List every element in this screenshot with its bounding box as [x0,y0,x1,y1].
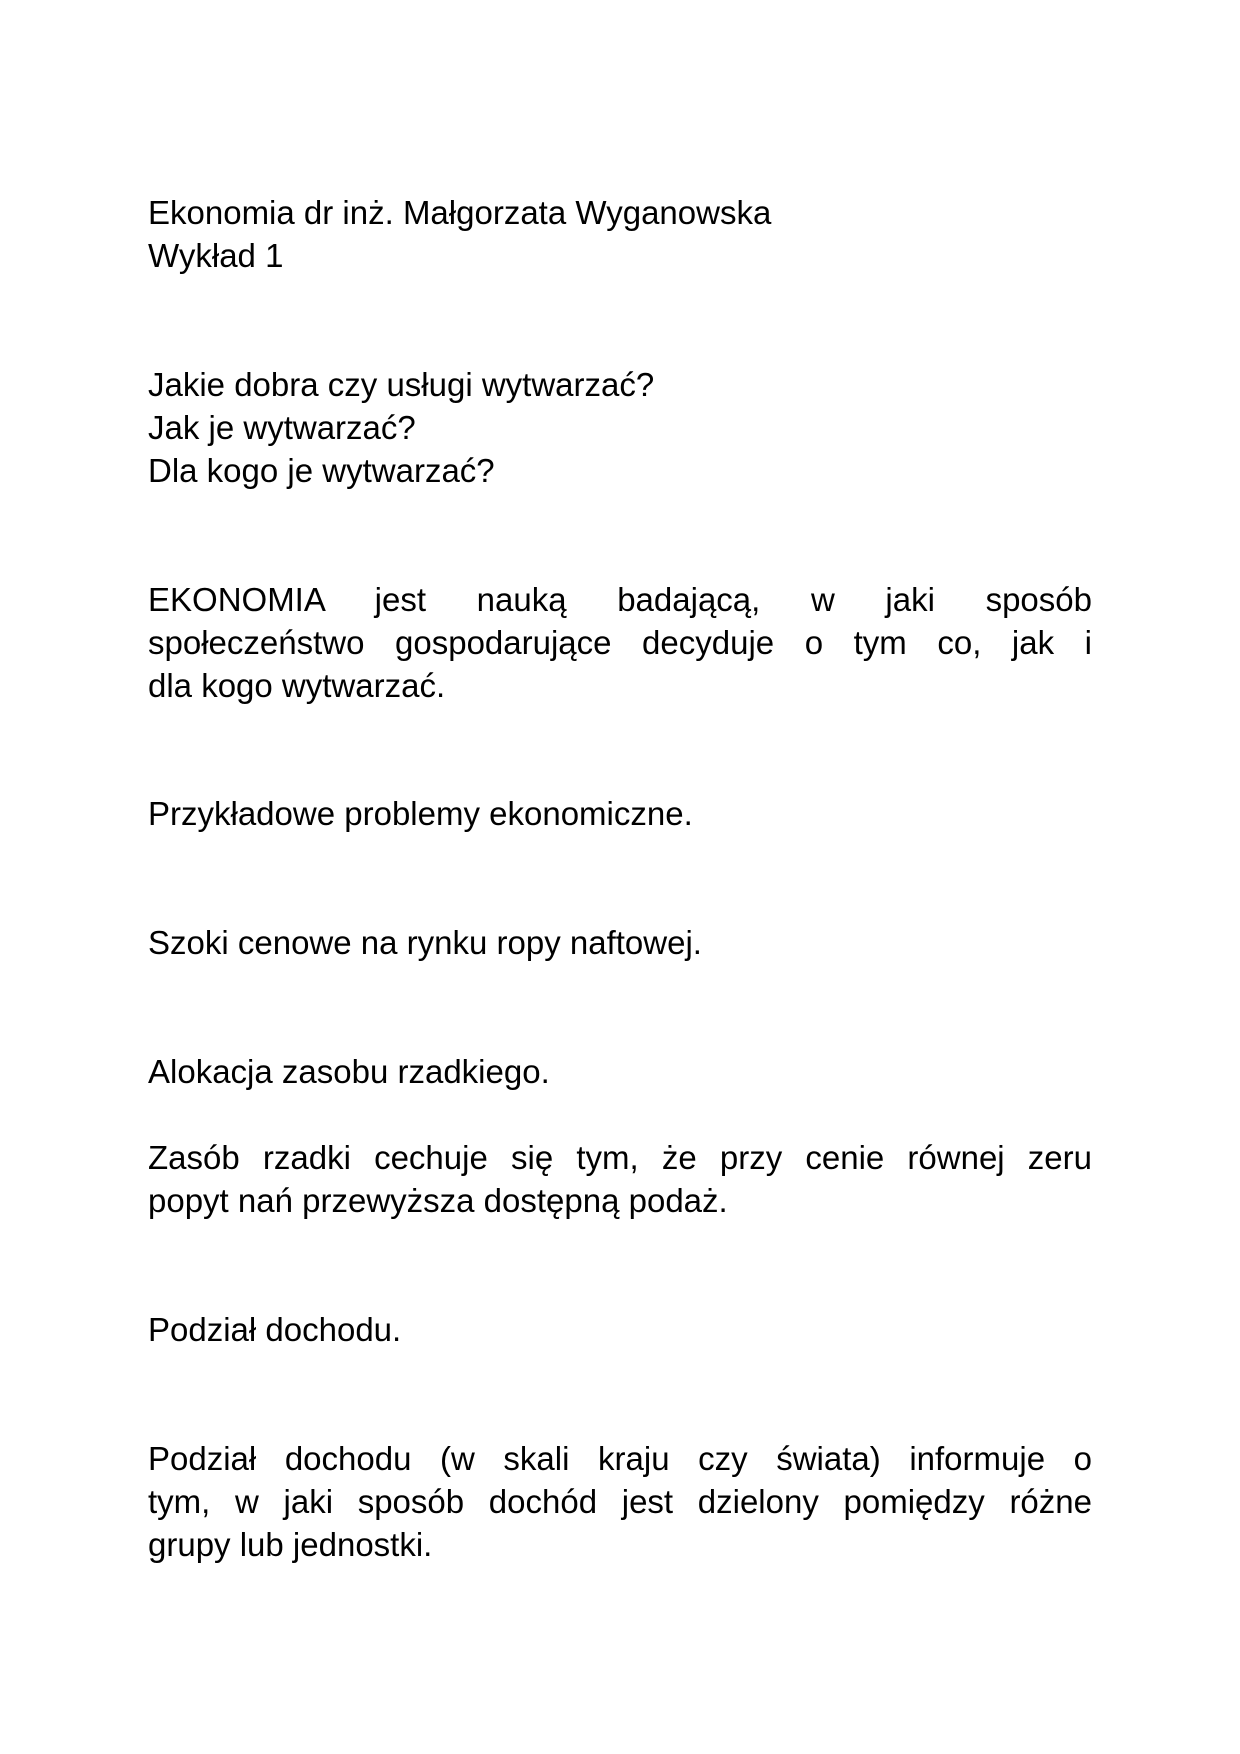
examples-heading-text: Przykładowe problemy ekonomiczne. [148,795,693,832]
example-oil-text: Szoki cenowe na rynku ropy naftowej. [148,924,702,961]
income-line: Podział dochodu (w skali kraju czy świata) informuje o [148,1440,1092,1477]
examples-heading [148,792,1092,835]
income-heading-text: Podział dochodu. [148,1311,402,1348]
allocation-paragraph [148,1136,1092,1222]
allocation-line: Zasób rzadki cechuje się tym, że przy cenie równej zeru [148,1139,1092,1176]
question-item: Dla kogo je wytwarzać? [148,452,495,489]
allocation-heading [148,1050,1092,1093]
income-heading [148,1308,1092,1351]
question-item: Jakie dobra czy usługi wytwarzać? [148,366,655,403]
example-oil [148,921,1092,964]
document-title: Ekonomia dr inż. Małgorzata Wyganowska [148,194,772,231]
allocation-line: popyt nań przewyższa dostępną podaż. [148,1182,728,1219]
document-header [148,191,1092,277]
income-line: tym, w jaki sposób dochód jest dzielony pomiędzy różne [148,1483,1092,1520]
definition-line: EKONOMIA jest nauką badającą, w jaki sposób [148,581,1092,618]
income-paragraph [148,1437,1092,1566]
lecture-label: Wykład 1 [148,237,284,274]
question-item: Jak je wytwarzać? [148,409,416,446]
income-line: grupy lub jednostki. [148,1526,433,1563]
definition-line: społeczeństwo gospodarujące decyduje o tym co, jak i [148,624,1092,661]
definition-paragraph [148,578,1092,707]
definition-line: dla kogo wytwarzać. [148,667,446,704]
allocation-heading-text: Alokacja zasobu rzadkiego. [148,1053,550,1090]
questions-list [148,363,1092,492]
